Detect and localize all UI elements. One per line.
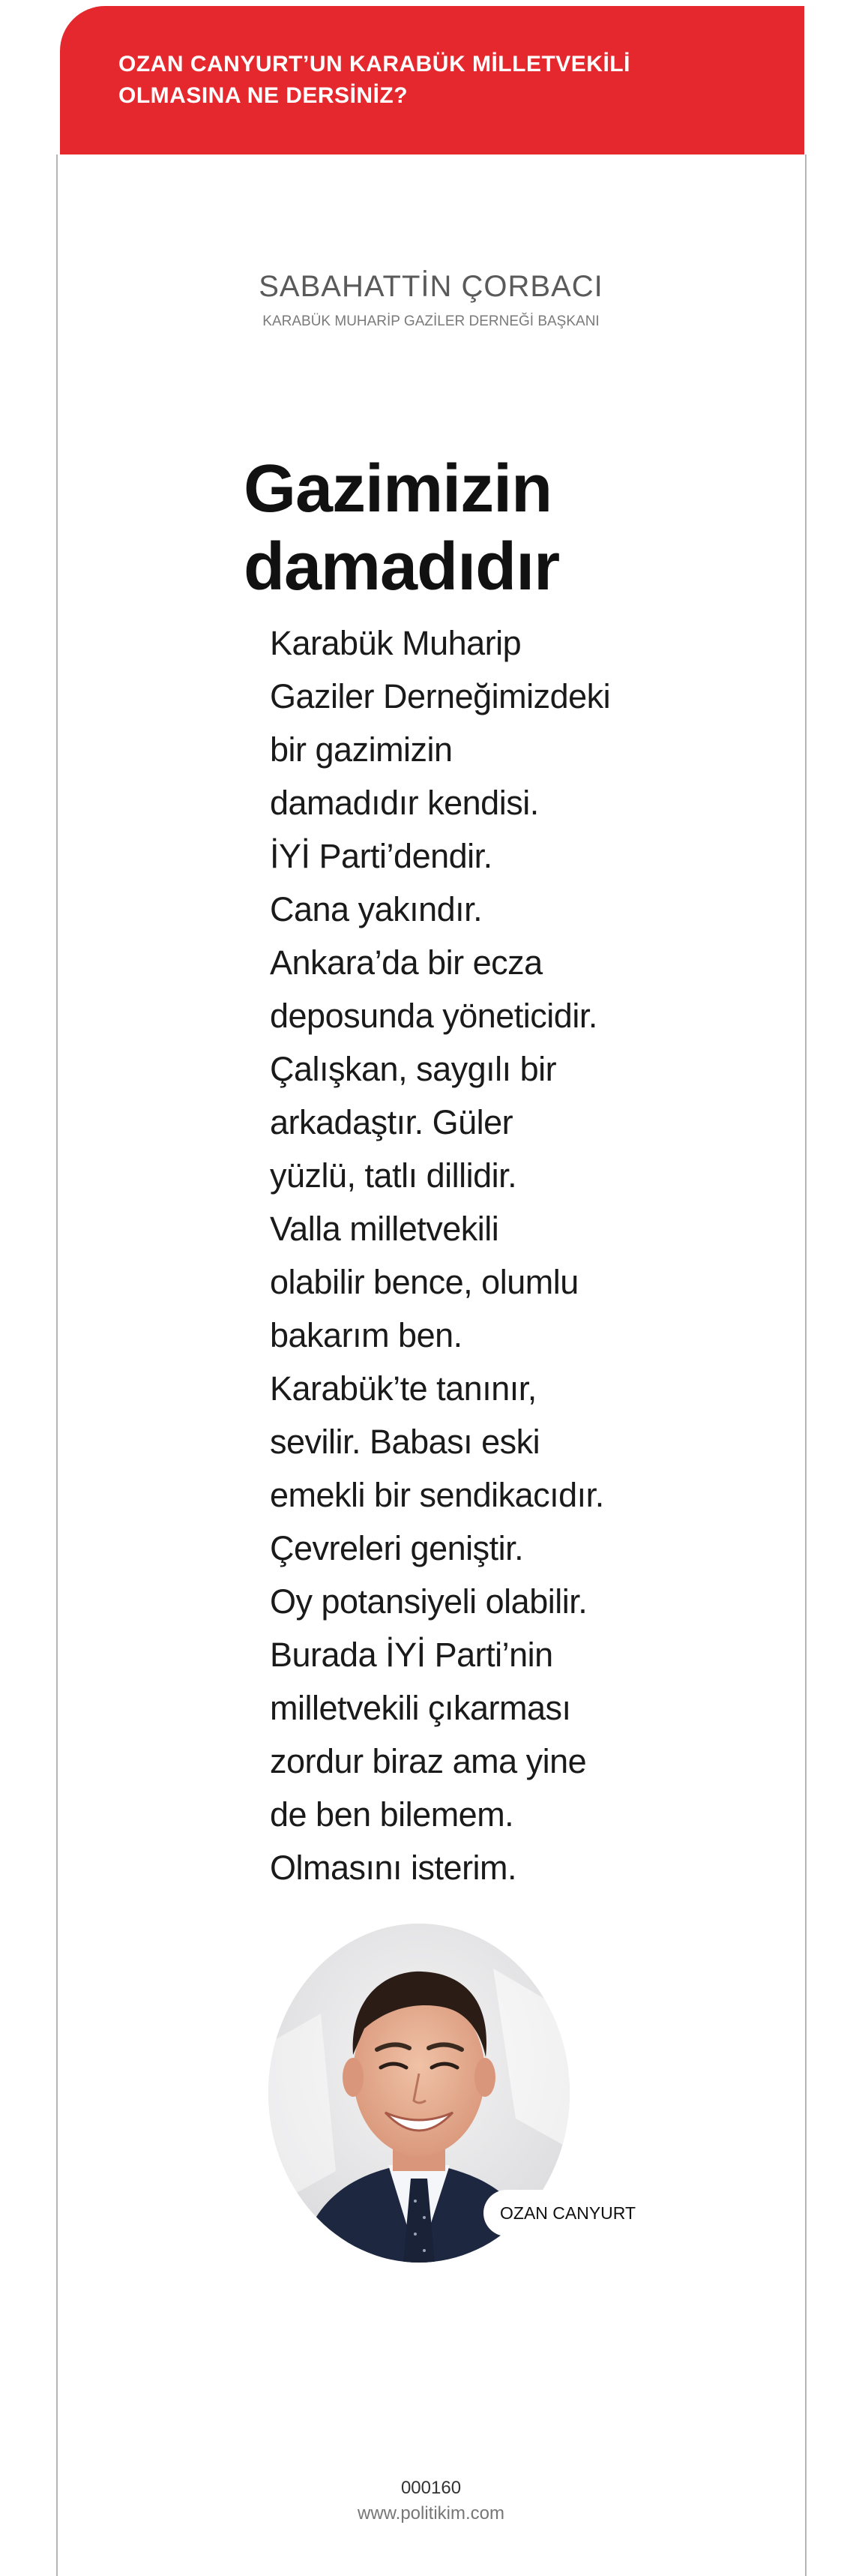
headline-line: damadıdır [244,529,560,604]
body-line: arkadaştır. Güler [270,1103,513,1141]
body-line: olabilir bence, olumlu [270,1263,579,1301]
body-line: Cana yakındır. [270,890,483,928]
body-line: sevilir. Babası eski [270,1423,540,1461]
headline-banner [60,6,804,154]
body-line: Karabük’te tanınır, [270,1369,537,1408]
banner-line: OZAN CANYURT’UN KARABÜK MİLLETVEKİLİ [118,52,630,76]
body-line: Valla milletvekili [270,1210,499,1248]
body-line: Karabük Muharip [270,624,522,662]
article-headline [244,450,633,606]
author-title: KARABÜK MUHARİP GAZİLER DERNEĞİ BAŞKANI [262,313,600,329]
footer-url: www.politikim.com [357,2503,505,2524]
body-line: bakarım ben. [270,1316,462,1354]
body-line: bir gazimizin [270,730,453,769]
body-line: zordur biraz ama yine [270,1742,587,1780]
frame-border-right [805,154,807,2576]
body-line: Oy potansiyeli olabilir. [270,1582,588,1621]
banner-line: OLMASINA NE DERSİNİZ? [118,83,409,108]
body-line: emekli bir sendikacıdır. [270,1476,604,1514]
body-line: damadıdır kendisi. [270,784,539,822]
body-line: milletvekili çıkarması [270,1689,571,1727]
body-line: Gaziler Derneğimizdeki [270,677,611,715]
photo-caption: OZAN CANYURT [483,2190,645,2236]
body-line: Çalışkan, saygılı bir [270,1050,557,1088]
footer-code: 000160 [400,2478,462,2498]
body-line: Çevreleri geniştir. [270,1529,524,1567]
body-line: Olmasını isterim. [270,1849,517,1887]
frame-border-left [56,154,58,2576]
body-line: de ben bilemem. [270,1795,514,1834]
article-body [270,616,622,1894]
body-line: İYİ Parti’dendir. [270,837,492,875]
headline-line: Gazimizin [244,451,552,526]
body-line: deposunda yöneticidir. [270,997,597,1035]
body-line: Ankara’da bir ecza [270,943,543,982]
author-name: SABAHATTİN ÇORBACI [259,270,603,303]
body-line: yüzlü, tatlı dillidir. [270,1156,517,1195]
body-line: Burada İYİ Parti’nin [270,1636,553,1674]
